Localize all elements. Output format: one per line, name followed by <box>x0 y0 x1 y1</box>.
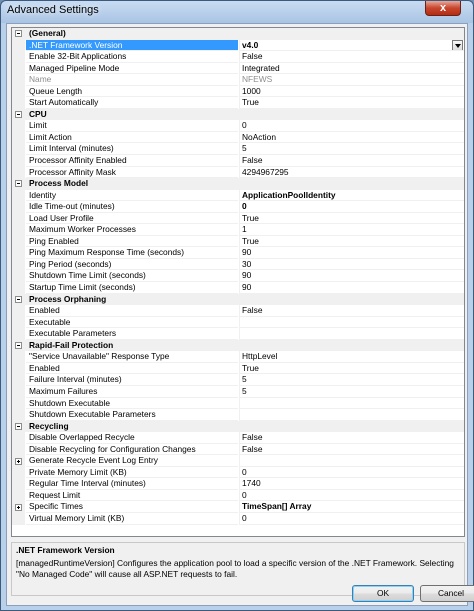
property-name: Startup Time Limit (seconds) <box>26 282 238 294</box>
property-value[interactable] <box>239 490 464 502</box>
category-row[interactable] <box>12 109 464 121</box>
property-row[interactable] <box>12 63 464 75</box>
property-value[interactable] <box>239 51 464 63</box>
description-text: [managedRuntimeVersion] Configures the application pool to load a specific version of the .NET Framework. Selecting "No Managed Code" will cause all ASP.NET requests to fail. <box>16 558 454 579</box>
property-value[interactable] <box>239 167 464 179</box>
row-margin <box>12 490 25 502</box>
row-margin <box>12 328 25 340</box>
property-row[interactable] <box>12 513 464 525</box>
property-name: Shutdown Executable <box>26 398 238 410</box>
property-value[interactable] <box>239 351 464 363</box>
category-row[interactable] <box>12 178 464 190</box>
row-margin <box>12 132 25 144</box>
property-row[interactable] <box>12 270 464 282</box>
property-name: Generate Recycle Event Log Entry <box>26 455 238 467</box>
row-margin <box>12 143 25 155</box>
property-row[interactable] <box>12 467 464 479</box>
property-row[interactable] <box>12 398 464 410</box>
row-margin <box>12 28 25 40</box>
collapse-icon[interactable] <box>15 423 22 430</box>
row-margin <box>12 40 25 52</box>
property-grid <box>11 27 465 537</box>
property-name: Shutdown Time Limit (seconds) <box>26 270 238 282</box>
property-value-text: 0 <box>242 466 247 477</box>
property-value-text: True <box>242 212 259 223</box>
property-name: Ping Maximum Response Time (seconds) <box>26 247 238 259</box>
property-value-text: False <box>242 51 263 62</box>
row-margin <box>12 421 25 433</box>
property-value[interactable] <box>239 386 464 398</box>
property-value[interactable] <box>239 143 464 155</box>
property-row[interactable] <box>12 455 464 467</box>
row-margin <box>12 167 25 179</box>
category-row[interactable] <box>12 294 464 306</box>
property-value-text: False <box>242 443 263 454</box>
dialog-client-area <box>6 23 468 606</box>
property-value-text: 0 <box>242 201 247 212</box>
property-row[interactable] <box>12 132 464 144</box>
property-name: Executable <box>26 317 238 329</box>
property-value-text: True <box>242 97 259 108</box>
property-value-text: 90 <box>242 247 252 258</box>
property-row[interactable] <box>12 501 464 513</box>
property-value[interactable] <box>239 363 464 375</box>
property-row[interactable] <box>12 478 464 490</box>
title-bar[interactable] <box>1 1 473 23</box>
property-name: "Service Unavailable" Response Type <box>26 351 238 363</box>
property-value-text: 5 <box>242 374 247 385</box>
row-margin <box>12 201 25 213</box>
property-row[interactable] <box>12 351 464 363</box>
row-margin <box>12 305 25 317</box>
property-name: Executable Parameters <box>26 328 238 340</box>
row-margin <box>12 51 25 63</box>
property-value[interactable] <box>239 63 464 75</box>
row-margin <box>12 109 25 121</box>
property-value[interactable] <box>239 328 464 340</box>
row-margin <box>12 120 25 132</box>
category-label[interactable]: Recycling <box>29 420 69 431</box>
property-value[interactable] <box>239 236 464 248</box>
property-name: Request Limit <box>26 490 238 502</box>
property-row[interactable] <box>12 190 464 202</box>
row-margin <box>12 259 25 271</box>
row-margin <box>12 97 25 109</box>
property-name: Shutdown Executable Parameters <box>26 409 238 421</box>
property-row[interactable] <box>12 444 464 456</box>
property-value[interactable] <box>239 120 464 132</box>
property-name: Virtual Memory Limit (KB) <box>26 513 238 525</box>
property-row[interactable] <box>12 236 464 248</box>
property-value-text: v4.0 <box>242 39 259 50</box>
category-label[interactable]: Process Orphaning <box>29 293 107 304</box>
property-row[interactable] <box>12 120 464 132</box>
property-value-text: 0 <box>242 489 247 500</box>
row-margin <box>12 236 25 248</box>
property-name: .NET Framework Version <box>26 40 238 52</box>
category-row[interactable] <box>12 28 464 40</box>
property-value[interactable] <box>239 432 464 444</box>
category-label[interactable]: Process Model <box>29 178 89 189</box>
property-name: Start Automatically <box>26 97 238 109</box>
property-value[interactable] <box>239 190 464 202</box>
row-margin <box>12 478 25 490</box>
property-row[interactable] <box>12 51 464 63</box>
row-margin <box>12 224 25 236</box>
property-value[interactable] <box>239 86 464 98</box>
row-margin <box>12 363 25 375</box>
collapse-icon[interactable] <box>15 342 22 349</box>
property-name: Specific Times <box>26 501 238 513</box>
row-margin <box>12 398 25 410</box>
property-row[interactable] <box>12 259 464 271</box>
property-value[interactable] <box>239 513 464 525</box>
expand-icon[interactable] <box>15 504 22 511</box>
property-name: Name <box>26 74 238 86</box>
property-name: Queue Length <box>26 86 238 98</box>
property-value[interactable] <box>239 247 464 259</box>
property-value-text: HttpLevel <box>242 351 278 362</box>
property-value-text: 4294967295 <box>242 166 289 177</box>
property-row[interactable] <box>12 167 464 179</box>
property-value[interactable] <box>239 74 464 86</box>
property-name: Limit Interval (minutes) <box>26 143 238 155</box>
property-name: Private Memory Limit (KB) <box>26 467 238 479</box>
property-row[interactable] <box>12 74 464 86</box>
property-name: Disable Overlapped Recycle <box>26 432 238 444</box>
row-margin <box>12 467 25 479</box>
collapse-icon[interactable] <box>15 180 22 187</box>
description-title: .NET Framework Version <box>16 545 115 555</box>
category-label[interactable]: Rapid-Fail Protection <box>29 339 114 350</box>
row-margin <box>12 351 25 363</box>
property-name: Enable 32-Bit Applications <box>26 51 238 63</box>
row-margin <box>12 294 25 306</box>
property-row[interactable] <box>12 97 464 109</box>
property-row[interactable] <box>12 282 464 294</box>
property-value-text: ApplicationPoolIdentity <box>242 189 336 200</box>
property-row[interactable] <box>12 409 464 421</box>
property-row[interactable] <box>12 247 464 259</box>
property-row[interactable] <box>12 490 464 502</box>
property-row[interactable] <box>12 374 464 386</box>
row-margin <box>12 247 25 259</box>
property-value[interactable] <box>239 317 464 329</box>
property-name: Load User Profile <box>26 213 238 225</box>
expand-icon[interactable] <box>15 458 22 465</box>
row-margin <box>12 155 25 167</box>
property-row[interactable] <box>12 328 464 340</box>
property-value-text: 5 <box>242 385 247 396</box>
property-value-text: 1 <box>242 224 247 235</box>
property-value[interactable] <box>239 398 464 410</box>
property-name: Limit Action <box>26 132 238 144</box>
property-value-text: 30 <box>242 258 252 269</box>
row-margin <box>12 409 25 421</box>
row-margin <box>12 74 25 86</box>
property-value-text: True <box>242 362 259 373</box>
row-margin <box>12 444 25 456</box>
property-name: Identity <box>26 190 238 202</box>
property-name: Maximum Failures <box>26 386 238 398</box>
property-value-text: 0 <box>242 512 247 523</box>
collapse-icon[interactable] <box>15 296 22 303</box>
category-row[interactable] <box>12 421 464 433</box>
property-name: Failure Interval (minutes) <box>26 374 238 386</box>
property-value-text: False <box>242 155 263 166</box>
property-value-text: 90 <box>242 282 252 293</box>
property-value-text: True <box>242 235 259 246</box>
cancel-button[interactable]: Cancel <box>420 585 474 602</box>
property-value-text: 5 <box>242 143 247 154</box>
property-value-text: NoAction <box>242 131 276 142</box>
ok-button[interactable]: OK <box>352 585 414 602</box>
row-margin <box>12 270 25 282</box>
property-row[interactable] <box>12 86 464 98</box>
property-name: Idle Time-out (minutes) <box>26 201 238 213</box>
property-value-text: 90 <box>242 270 252 281</box>
property-row[interactable] <box>12 213 464 225</box>
property-row[interactable] <box>12 305 464 317</box>
property-value-text: Integrated <box>242 62 280 73</box>
property-name: Disable Recycling for Configuration Changes <box>26 444 238 456</box>
property-value-text: False <box>242 432 263 443</box>
row-margin <box>12 455 25 467</box>
property-name: Limit <box>26 120 238 132</box>
property-value-text: False <box>242 305 263 316</box>
row-margin <box>12 374 25 386</box>
property-row[interactable] <box>12 40 464 52</box>
property-value-text: 0 <box>242 120 247 131</box>
category-label[interactable]: CPU <box>29 108 47 119</box>
property-row[interactable] <box>12 432 464 444</box>
property-value[interactable] <box>239 155 464 167</box>
category-label[interactable]: (General) <box>29 28 66 38</box>
row-margin <box>12 63 25 75</box>
row-margin <box>12 501 25 513</box>
row-margin <box>12 513 25 525</box>
property-name: Regular Time Interval (minutes) <box>26 478 238 490</box>
row-margin <box>12 432 25 444</box>
property-value[interactable] <box>239 444 464 456</box>
property-value[interactable] <box>239 501 464 513</box>
property-value[interactable] <box>239 132 464 144</box>
window-title: Advanced Settings <box>7 4 99 16</box>
row-margin <box>12 340 25 352</box>
property-name: Enabled <box>26 305 238 317</box>
property-name: Processor Affinity Enabled <box>26 155 238 167</box>
property-row[interactable] <box>12 386 464 398</box>
property-value-text: 1740 <box>242 478 261 489</box>
property-value[interactable] <box>239 201 464 213</box>
property-row[interactable] <box>12 363 464 375</box>
property-value-text: TimeSpan[] Array <box>242 501 312 512</box>
property-name: Ping Enabled <box>26 236 238 248</box>
property-value[interactable] <box>239 40 464 52</box>
row-margin <box>12 213 25 225</box>
property-value[interactable] <box>239 282 464 294</box>
row-margin <box>12 317 25 329</box>
row-margin <box>12 178 25 190</box>
property-value[interactable] <box>239 305 464 317</box>
collapse-icon[interactable] <box>15 30 22 37</box>
property-row[interactable] <box>12 143 464 155</box>
property-value[interactable] <box>239 97 464 109</box>
property-row[interactable] <box>12 201 464 213</box>
property-name: Managed Pipeline Mode <box>26 63 238 75</box>
row-margin <box>12 86 25 98</box>
row-margin <box>12 282 25 294</box>
dropdown-arrow-icon[interactable] <box>452 40 463 51</box>
property-value[interactable] <box>239 478 464 490</box>
row-margin <box>12 386 25 398</box>
property-value[interactable] <box>239 270 464 282</box>
property-name: Enabled <box>26 363 238 375</box>
property-row[interactable] <box>12 155 464 167</box>
property-value[interactable] <box>239 455 464 467</box>
property-name: Maximum Worker Processes <box>26 224 238 236</box>
property-name: Ping Period (seconds) <box>26 259 238 271</box>
property-value[interactable] <box>239 224 464 236</box>
property-value[interactable] <box>239 259 464 271</box>
property-name: Processor Affinity Mask <box>26 167 238 179</box>
property-value[interactable] <box>239 374 464 386</box>
property-row[interactable] <box>12 224 464 236</box>
property-value[interactable] <box>239 213 464 225</box>
property-value-text: 1000 <box>242 85 261 96</box>
category-row[interactable] <box>12 340 464 352</box>
property-value[interactable] <box>239 409 464 421</box>
row-margin <box>12 190 25 202</box>
close-button[interactable]: x <box>425 1 461 16</box>
property-value[interactable] <box>239 467 464 479</box>
collapse-icon[interactable] <box>15 111 22 118</box>
property-value-text: NFEWS <box>242 74 273 85</box>
property-row[interactable] <box>12 317 464 329</box>
